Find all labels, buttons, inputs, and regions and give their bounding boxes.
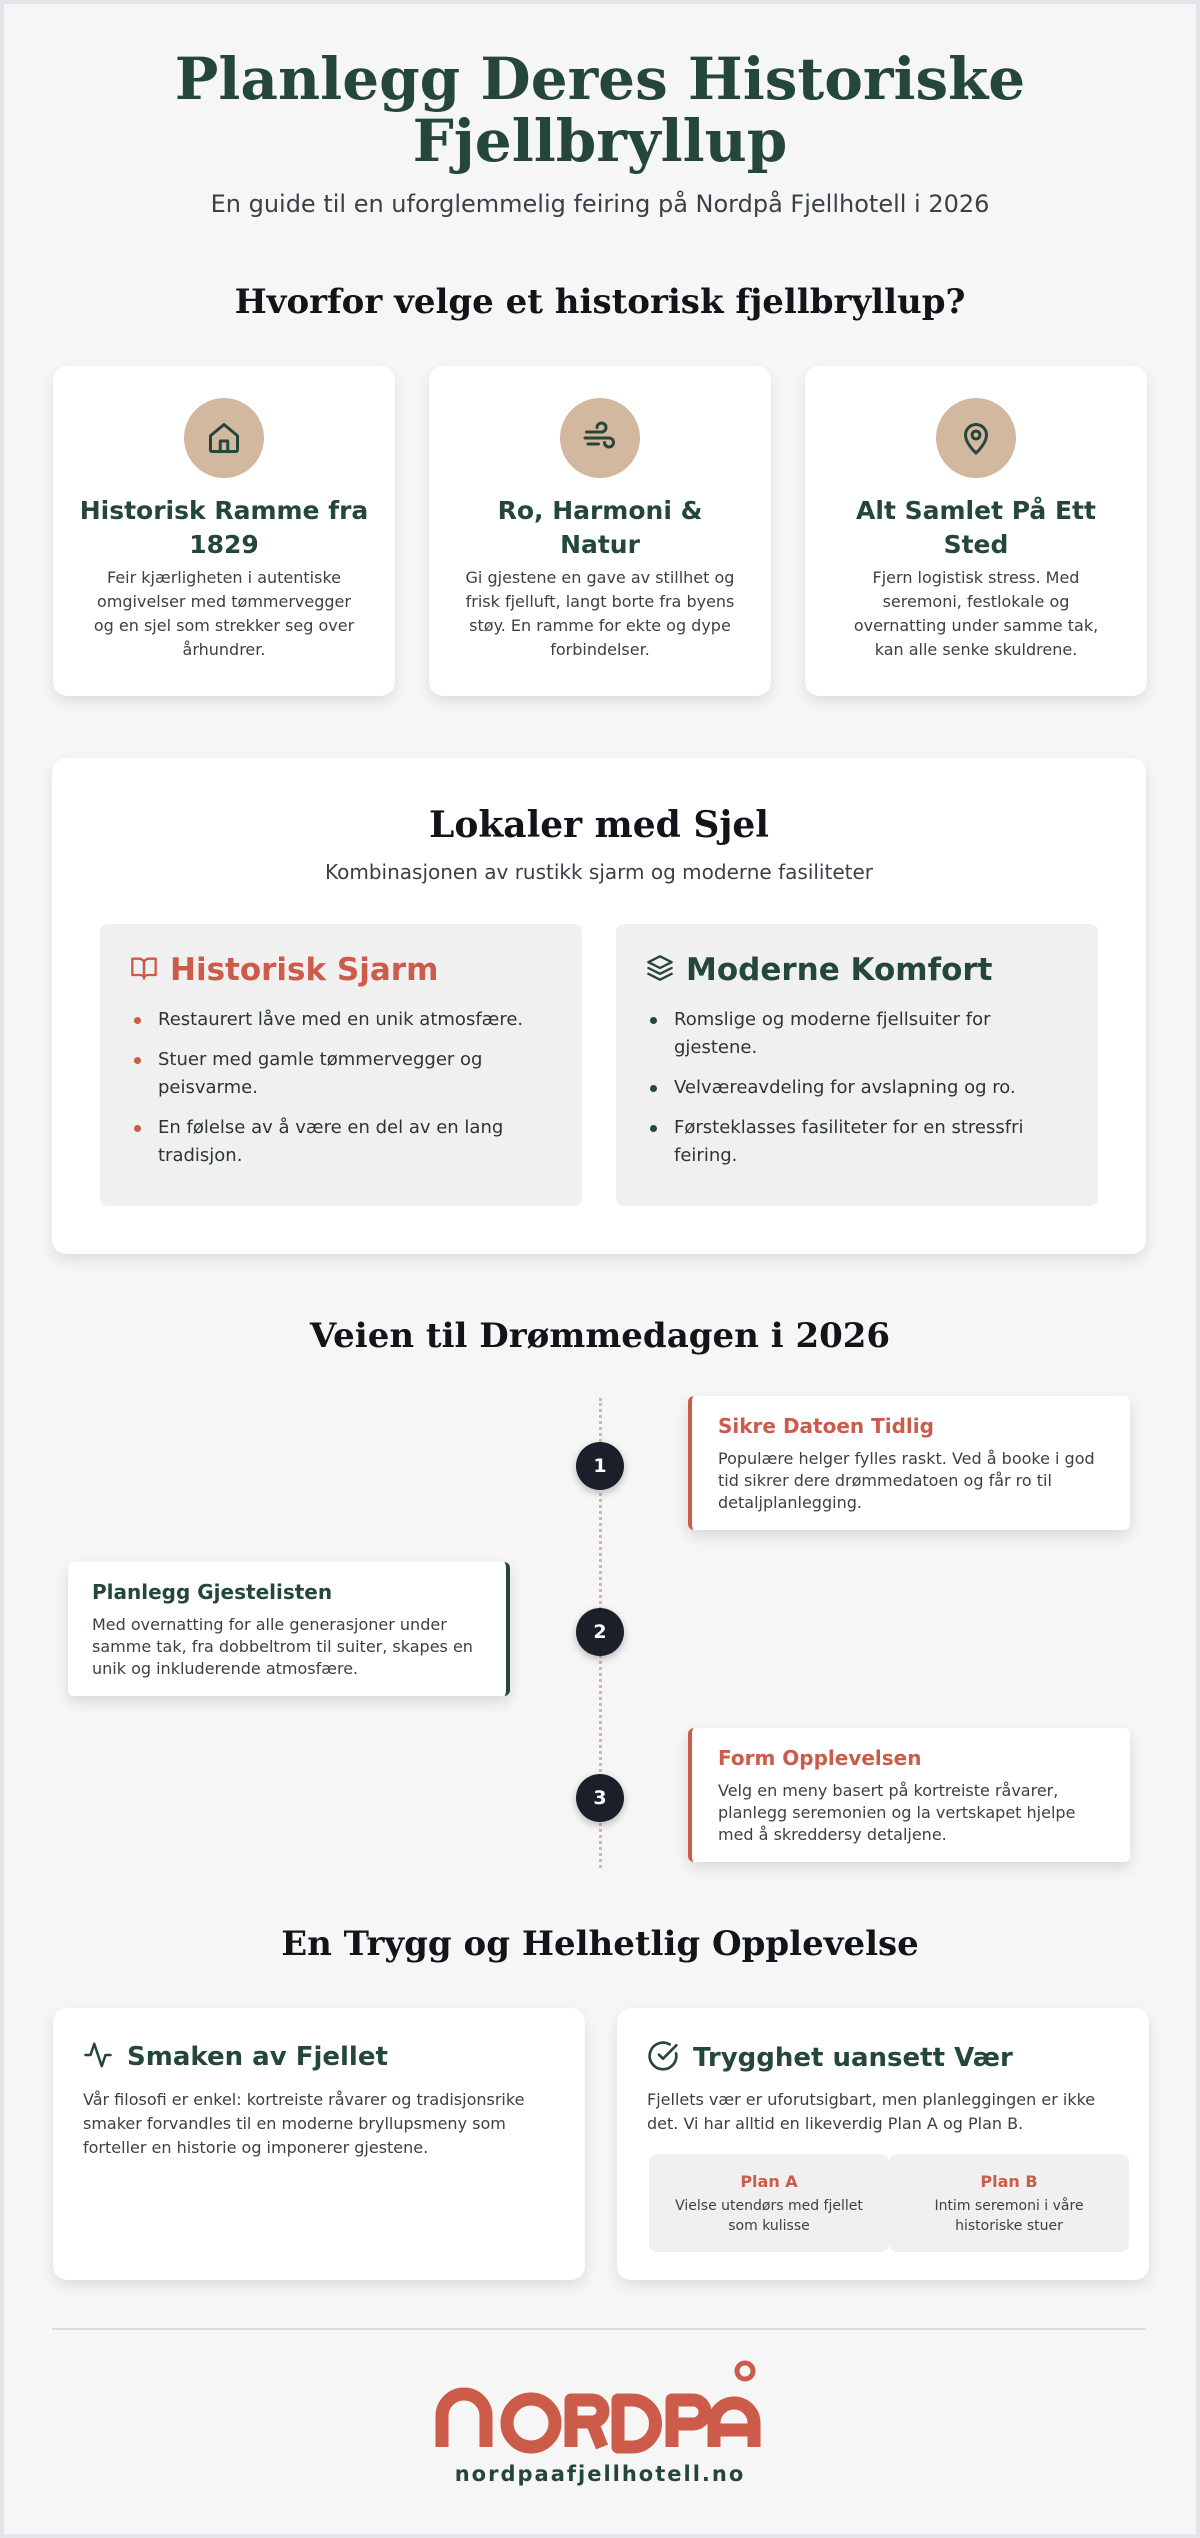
plan-a-box — [649, 2154, 889, 2252]
wind-icon — [560, 398, 640, 478]
plan-a-title: Plan A — [740, 2172, 798, 2191]
feature-title — [825, 494, 1127, 562]
bullet-dot — [134, 1057, 141, 1064]
list-item-text: Førsteklasses fasiliteter for en stressfri feiring. — [674, 1117, 1024, 1166]
page-subtitle: En guide til en uforglemmelig feiring på Nordpå Fjellhotell i 2026 — [210, 190, 990, 218]
weather-card — [617, 2008, 1149, 2280]
list-item — [134, 1114, 554, 1170]
bullet-dot — [134, 1125, 141, 1132]
venues-section — [52, 758, 1146, 1254]
modern-comfort-title: Moderne Komfort — [686, 952, 993, 988]
taste-text: Vår filosofi er enkel: kortreiste råvarer og tradisjonsrike smaker forvandles til en moderne bryllupsmeny som forteller en historie og imponerer gjestene. — [83, 2090, 525, 2157]
timeline-card-title: Planlegg Gjestelisten — [92, 1580, 333, 1604]
bullet-dot — [650, 1085, 657, 1092]
nordpa-logo — [432, 2354, 772, 2454]
feature-title — [73, 494, 375, 562]
timeline-card-1 — [688, 1396, 1130, 1530]
weather-title: Trygghet uansett Vær — [693, 2043, 1013, 2073]
feature-title-line-1: Alt Samlet På Ett — [856, 496, 1096, 525]
feature-card-location — [805, 366, 1147, 696]
feature-title-line-2: Natur — [560, 530, 640, 559]
map-pin-icon — [936, 398, 1016, 478]
feature-title — [449, 494, 751, 562]
plan-a-text: Vielse utendørs med fjellet som kulisse — [675, 2198, 863, 2234]
weather-text: Fjellets vær er uforutsigbart, men planleggingen er ikke det. Vi har alltid en likeverdig Plan A og Plan B. — [647, 2090, 1096, 2133]
timeline-card-3 — [688, 1728, 1130, 1862]
footer-divider — [52, 2328, 1146, 2330]
page-title-line-1: Planlegg Deres Historiske — [174, 45, 1026, 113]
list-item — [134, 1006, 554, 1034]
feature-title-line-1: Ro, Harmoni & — [497, 496, 703, 525]
timeline-card-text: Med overnatting for alle generasjoner under samme tak, fra dobbeltrom til suiter, skapes en unik og inkluderende atmosfære. — [92, 1615, 473, 1678]
bullet-dot — [650, 1017, 657, 1024]
list-item-text: Stuer med gamle tømmervegger og peisvarme. — [158, 1049, 483, 1098]
venues-title: Lokaler med Sjel — [429, 804, 769, 846]
feature-card-nature — [429, 366, 771, 696]
venues-subtitle: Kombinasjonen av rustikk sjarm og moderne fasiliteter — [325, 860, 873, 884]
step-number-2: 2 — [576, 1608, 624, 1656]
book-open-icon — [130, 954, 158, 986]
website-link[interactable]: nordpaafjellhotell.no — [454, 2462, 746, 2486]
list-item — [134, 1046, 554, 1102]
historic-charm-box — [100, 924, 582, 1206]
feature-title-line-1: Historisk Ramme fra — [79, 496, 369, 525]
why-heading: Hvorfor velge et historisk fjellbryllup? — [234, 282, 966, 322]
modern-comfort-box — [616, 924, 1098, 1206]
historic-charm-list — [134, 1006, 554, 1182]
list-item — [650, 1114, 1070, 1170]
feature-text: Gi gjestene en gave av stillhet og frisk fjelluft, langt borte fra byens støy. En ramme for ekte og dype forbindelser. — [465, 568, 735, 659]
taste-title: Smaken av Fjellet — [127, 2042, 388, 2072]
check-circle-icon — [647, 2040, 679, 2076]
bullet-dot — [134, 1017, 141, 1024]
historic-charm-title: Historisk Sjarm — [170, 952, 439, 988]
layers-icon — [646, 954, 674, 986]
activity-icon — [83, 2040, 113, 2074]
modern-comfort-list — [650, 1006, 1070, 1182]
timeline-heading: Veien til Drømmedagen i 2026 — [309, 1316, 891, 1356]
step-number-1: 1 — [576, 1442, 624, 1490]
timeline-card-text: Velg en meny basert på kortreiste råvarer, planlegg seremonien og la vertskapet hjelpe med å skreddersy detaljene. — [718, 1781, 1076, 1844]
plan-b-box — [889, 2154, 1129, 2252]
list-item-text: Romslige og moderne fjellsuiter for gjestene. — [674, 1009, 991, 1058]
page-title-line-2: Fjellbryllup — [412, 107, 788, 175]
house-icon — [184, 398, 264, 478]
timeline-card-title: Sikre Datoen Tidlig — [718, 1414, 934, 1438]
list-item-text: Velværeavdeling for avslapning og ro. — [674, 1077, 1016, 1098]
list-item — [650, 1006, 1070, 1062]
timeline-card-title: Form Opplevelsen — [718, 1746, 922, 1770]
feature-text: Feir kjærligheten i autentiske omgivelser med tømmervegger og en sjel som strekker seg over århundrer. — [93, 568, 355, 659]
timeline-card-text: Populære helger fylles raskt. Ved å booke i god tid sikrer dere drømmedatoen og får ro til detaljplanlegging. — [718, 1449, 1095, 1512]
plan-b-text: Intim seremoni i våre historiske stuer — [934, 2198, 1084, 2234]
timeline-card-2 — [68, 1562, 510, 1696]
feature-text: Fjern logistisk stress. Med seremoni, festlokale og overnatting under samme tak, kan alle senke skuldrene. — [853, 568, 1099, 659]
page-title — [4, 45, 1196, 175]
step-number-3: 3 — [576, 1774, 624, 1822]
experience-heading: En Trygg og Helhetlig Opplevelse — [281, 1924, 919, 1964]
list-item-text: Restaurert låve med en unik atmosfære. — [158, 1009, 524, 1030]
page — [4, 4, 1196, 2534]
feature-title-line-2: Sted — [943, 530, 1009, 559]
plan-b-title: Plan B — [980, 2172, 1038, 2191]
feature-card-history — [53, 366, 395, 696]
bullet-dot — [650, 1125, 657, 1132]
list-item-text: En følelse av å være en del av en lang tradisjon. — [158, 1117, 504, 1166]
feature-title-line-2: 1829 — [189, 530, 259, 559]
taste-card — [53, 2008, 585, 2280]
list-item — [650, 1074, 1070, 1102]
